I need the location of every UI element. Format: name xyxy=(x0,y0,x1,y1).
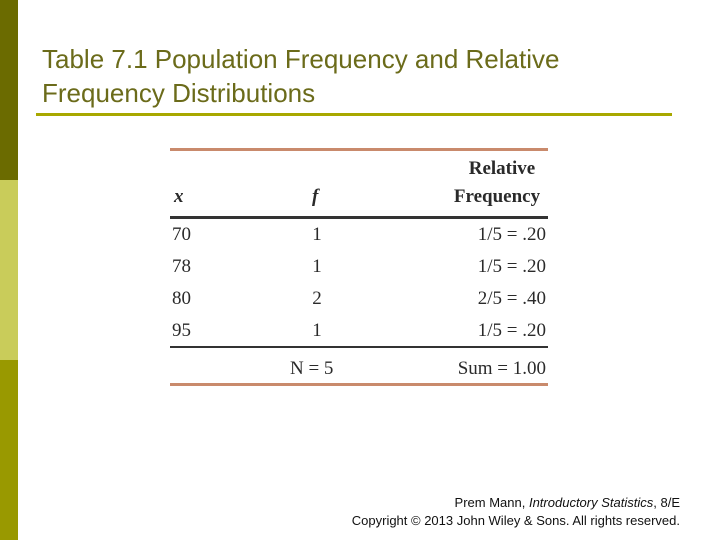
citation-line xyxy=(352,494,680,512)
copyright-line: Copyright © 2013 John Wiley & Sons. All rights reserved. xyxy=(351,513,680,528)
title-underline xyxy=(36,113,672,116)
table-row xyxy=(170,288,548,318)
cell-relative-frequency: 1/5 = .20 xyxy=(477,256,546,277)
citation-book: Introductory Statistics xyxy=(528,495,654,510)
sidebar-band-dark xyxy=(0,0,18,180)
cell-x: 70 xyxy=(172,224,191,245)
total-n: N = 5 xyxy=(290,358,334,379)
frequency-table xyxy=(170,148,548,388)
header-f: f xyxy=(312,186,319,207)
slide-footer xyxy=(352,494,680,530)
cell-f: 1 xyxy=(312,320,322,341)
cell-x: 95 xyxy=(172,320,191,341)
header-relative: Relative xyxy=(468,158,536,179)
cell-f: 2 xyxy=(312,288,322,309)
cell-f: 1 xyxy=(312,224,322,245)
header-x: x xyxy=(174,186,184,207)
table-row xyxy=(170,224,548,254)
table-bottom-rule xyxy=(170,383,548,386)
slide-title: Table 7.1 Population Frequency and Relative Frequency Distributions xyxy=(42,44,560,108)
sidebar-band-mid xyxy=(0,360,18,540)
table-top-rule xyxy=(170,148,548,151)
cell-relative-frequency: 2/5 = .40 xyxy=(477,288,546,309)
citation-edition: , 8/E xyxy=(653,495,680,510)
table-row xyxy=(170,256,548,286)
table-header-rule xyxy=(170,216,548,219)
header-frequency: Frequency xyxy=(453,186,541,207)
total-sum: Sum = 1.00 xyxy=(457,358,546,379)
citation-author: Prem Mann, xyxy=(454,495,529,510)
cell-f: 1 xyxy=(312,256,322,277)
table-total-rule xyxy=(170,346,548,348)
cell-x: 80 xyxy=(172,288,191,309)
cell-x: 78 xyxy=(172,256,191,277)
cell-relative-frequency: 1/5 = .20 xyxy=(477,224,546,245)
cell-relative-frequency: 1/5 = .20 xyxy=(477,320,546,341)
sidebar-band-light xyxy=(0,180,18,360)
